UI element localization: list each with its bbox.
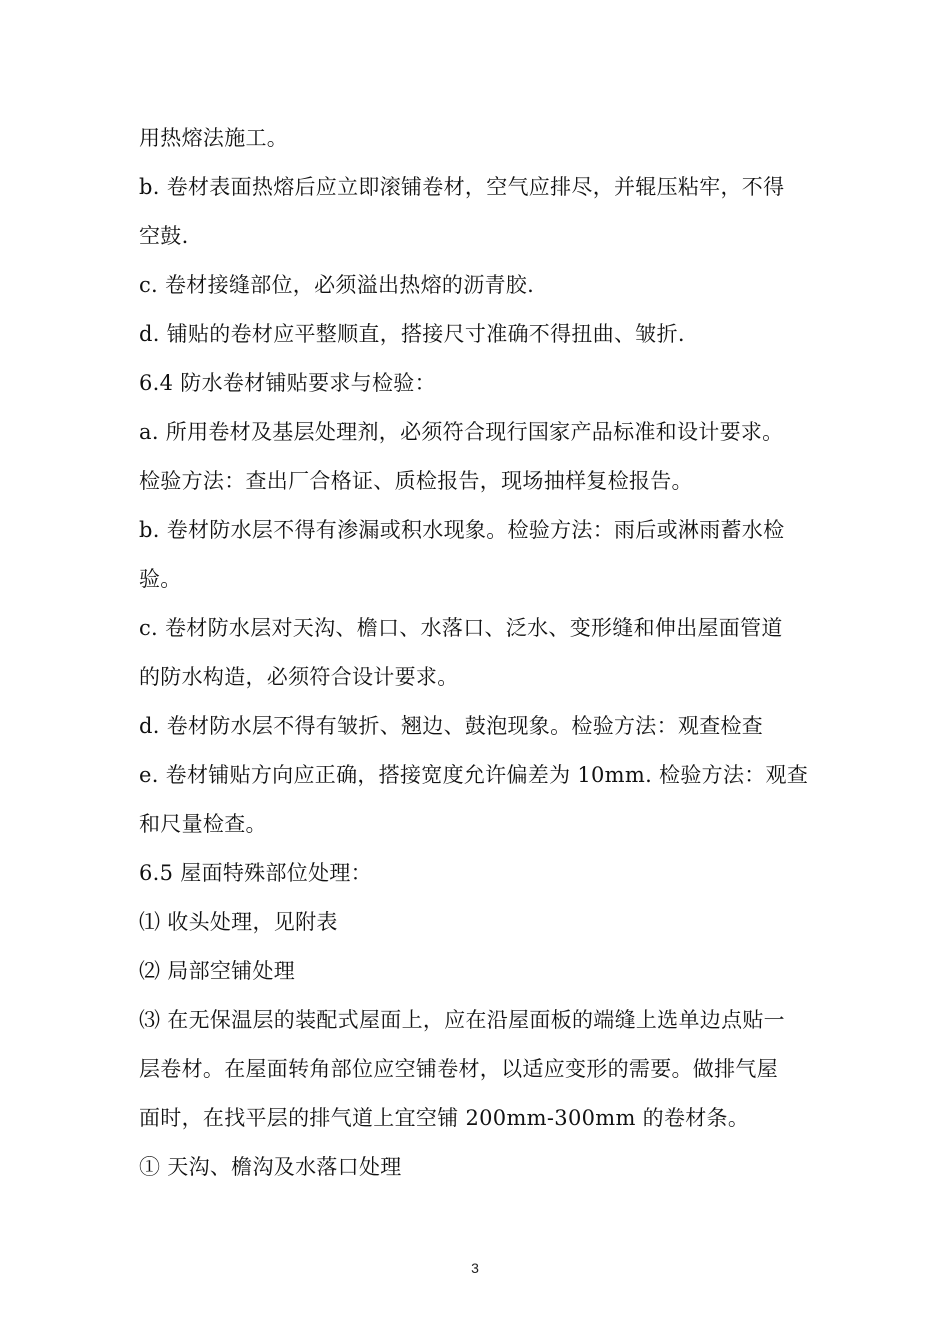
section-heading: 6.5 屋面特殊部位处理： xyxy=(139,861,372,885)
paragraph-line: 检验方法：查出厂合格证、质检报告，现场抽样复检报告。 xyxy=(139,469,693,493)
paragraph-line: 空鼓. xyxy=(139,224,189,248)
paragraph-line: c. 卷材防水层对天沟、檐口、水落口、泛水、变形缝和伸出屋面管道 xyxy=(139,616,783,640)
paragraph-line: e. 卷材铺贴方向应正确，搭接宽度允许偏差为 10mm. 检验方法：观查 xyxy=(139,763,809,787)
section-heading: 6.4 防水卷材铺贴要求与检验： xyxy=(139,371,436,395)
body-text xyxy=(139,114,819,1192)
paragraph-line: 层卷材。在屋面转角部位应空铺卷材，以适应变形的需要。做排气屋 xyxy=(139,1057,778,1081)
page-number: 3 xyxy=(471,1260,479,1276)
paragraph-line: a. 所用卷材及基层处理剂，必须符合现行国家产品标准和设计要求。 xyxy=(139,420,784,444)
list-item: ⑵ 局部空铺处理 xyxy=(139,959,296,983)
paragraph-line: b. 卷材防水层不得有渗漏或积水现象。检验方法：雨后或淋雨蓄水检 xyxy=(139,518,785,542)
paragraph-line: c. 卷材接缝部位，必须溢出热熔的沥青胶. xyxy=(139,273,535,297)
paragraph-line: b. 卷材表面热熔后应立即滚铺卷材，空气应排尽，并辊压粘牢，不得 xyxy=(139,175,785,199)
list-item: ① 天沟、檐沟及水落口处理 xyxy=(139,1155,402,1179)
paragraph-line: d. 卷材防水层不得有皱折、翘边、鼓泡现象。检验方法：观查检查 xyxy=(139,714,764,738)
list-item: ⑶ 在无保温层的装配式屋面上，应在沿屋面板的端缝上选单边点贴一 xyxy=(139,1008,785,1032)
paragraph-line: 和尺量检查。 xyxy=(139,812,267,836)
paragraph-line: d. 铺贴的卷材应平整顺直，搭接尺寸准确不得扭曲、皱折. xyxy=(139,322,685,346)
paragraph-line: 用热熔法施工。 xyxy=(139,126,289,150)
paragraph-line: 面时，在找平层的排气道上宜空铺 200mm-300mm 的卷材条。 xyxy=(139,1106,750,1130)
paragraph-line: 验。 xyxy=(139,567,182,591)
paragraph-line: 的防水构造，必须符合设计要求。 xyxy=(139,665,459,689)
list-item: ⑴ 收头处理，见附表 xyxy=(139,910,338,934)
